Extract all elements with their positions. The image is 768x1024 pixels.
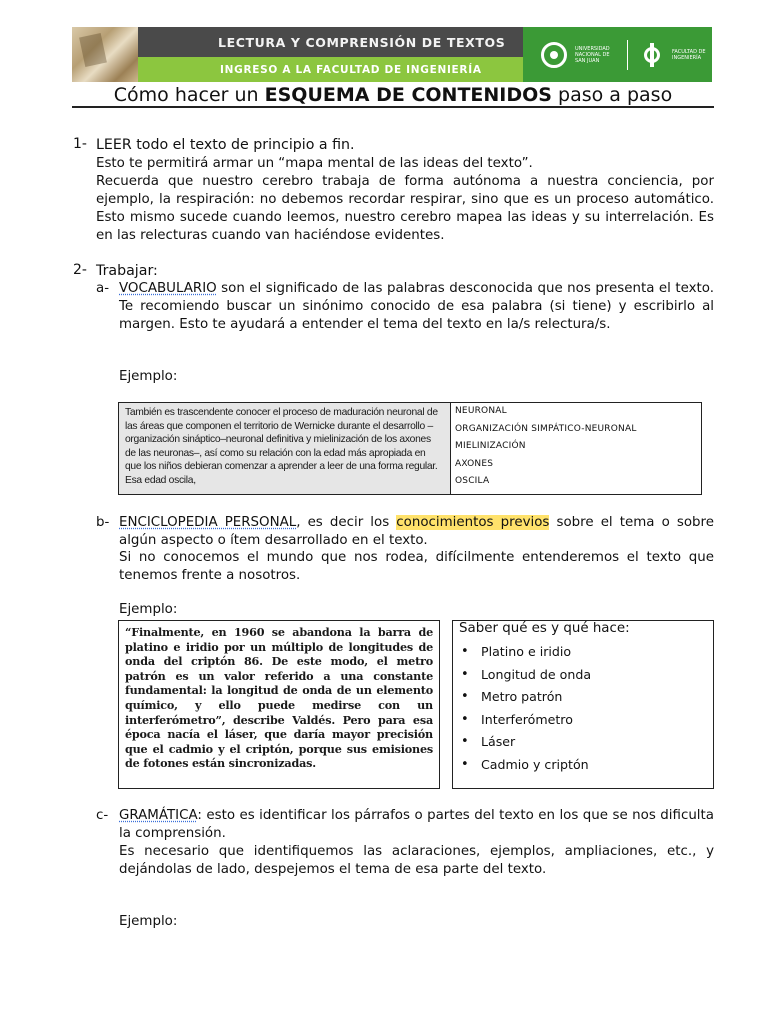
item-b-para: Si no conocemos el mundo que nos rodea, difícilmente entenderemos el texto que tenemos frente a nosotros.	[119, 550, 714, 583]
banner-photo	[72, 27, 138, 82]
section-1-line: Esto te permitirá armar un “mapa mental de las ideas del texto”.	[96, 156, 533, 171]
university-logo-icon	[541, 42, 567, 68]
vocabulary-word: AXONES	[455, 458, 494, 469]
gramatica-term: GRAMÁTICA	[119, 808, 198, 823]
item-b-letter: b-	[96, 515, 110, 530]
conocimientos-highlight: conocimientos previos	[396, 515, 550, 530]
item-a-example-label: Ejemplo:	[119, 369, 178, 384]
list-item: • Metro patrón	[459, 686, 707, 709]
section-1-paragraph: Recuerda que nuestro cerebro trabaja de forma autónoma a nuestra conciencia, por ejemplo, la respiración: no debemos recordar respirar, sino que es un proceso automático. Esto mismo sucede cuando leemos, nuestro cerebro mapea las ideas y su interrelación. Es en las relecturas cuando van haciéndose evidentes.	[96, 174, 714, 243]
list-item: • Láser	[459, 731, 707, 754]
enciclopedia-term: ENCICLOPEDIA PERSONAL	[119, 515, 297, 530]
list-item: • Platino e iridio	[459, 641, 707, 664]
item-c-paragraph	[119, 807, 714, 843]
vocabulario-term: VOCABULARIO	[119, 281, 217, 296]
vocabulary-word: NEURONAL	[455, 406, 507, 416]
banner-line2: INGRESO A LA FACULTAD DE INGENIERÍA	[138, 57, 523, 82]
title-bold: ESQUEMA DE CONTENIDOS	[264, 84, 552, 106]
encyclopedia-list-box	[452, 620, 714, 789]
vocabulary-word: OSCILA	[455, 476, 490, 487]
banner-logos	[523, 27, 712, 82]
item-c-text: : esto es identificar los párrafos o partes del texto en los que se nos dificulta la comprensión.	[119, 808, 714, 841]
vocabulary-example-box	[118, 402, 702, 495]
section-1-heading: LEER todo el texto de principio a fin.	[96, 137, 355, 153]
vocabulary-word: MIELINIZACIÓN	[455, 441, 526, 452]
vocabulary-sample-text: También es trascendente conocer el proceso de maduración neuronal de las áreas que componen el territorio de Wernicke durante el desarrollo –organización sináptico–neuronal definitiva y mielinización de los axones de las neuronas–, así como su relación con la edad más apropiada en que los niños debieran comenzar a aprender a leer de una forma regular. Esa edad oscila,	[119, 403, 451, 494]
title-post: paso a paso	[551, 84, 673, 106]
title-pre: Cómo hacer un	[113, 84, 265, 106]
item-b-text1: , es decir los	[296, 515, 397, 530]
encyclopedia-list	[459, 641, 707, 777]
item-a-paragraph	[119, 280, 714, 334]
item-c-example-label: Ejemplo:	[119, 914, 178, 929]
banner-line1: LECTURA Y COMPRENSIÓN DE TEXTOS	[138, 27, 523, 57]
list-item: • Cadmio y criptón	[459, 754, 707, 777]
item-b-example-label: Ejemplo:	[119, 602, 178, 617]
vocabulary-word: ORGANIZACIÓN SIMPÁTICO-NEURONAL	[455, 423, 637, 434]
faculty-gear-icon	[640, 43, 664, 67]
section-2-heading: Trabajar:	[96, 263, 158, 279]
encyclopedia-list-heading: Saber qué es y qué hace:	[459, 621, 630, 636]
list-item: • Interferómetro	[459, 709, 707, 732]
item-b-text2: sobre el tema o sobre algún aspecto o ítem desarrollado en el texto.	[119, 515, 714, 548]
item-a-text: son el significado de las palabras desconocida que nos presenta el texto. Te recomiendo buscar un sinónimo conocido de esa palabra (si tiene) y escribirlo al margen. Esto te ayudará a entender el tema del texto en la/s relectura/s.	[119, 281, 714, 332]
list-item: • Longitud de onda	[459, 664, 707, 687]
section-1-number: 1-	[73, 136, 87, 152]
item-c-para: Es necesario que identifiquemos las aclaraciones, ejemplos, ampliaciones, etc., y dejándolas de lado, despejemos el tema de esa parte del texto.	[119, 844, 714, 877]
item-b-paragraph	[119, 514, 714, 550]
page-title	[72, 84, 714, 108]
item-a-letter: a-	[96, 281, 110, 296]
encyclopedia-example	[118, 620, 714, 789]
logo-separator	[627, 40, 628, 70]
banner-titles	[138, 27, 523, 82]
section-2-number: 2-	[73, 262, 87, 278]
university-logo-text: UNIVERSIDAD NACIONAL DE SAN JUAN	[575, 45, 610, 64]
encyclopedia-sample-text: “Finalmente, en 1960 se abandona la barra de platino e iridio por un múltiplo de longitudes de onda del criptón 86. De este modo, el metro patrón es un valor referido a una constante fundamental: la longitud de onda de un elemento químico, y ello puede medirse con un interferómetro”, describe Valdés. Pero para esa época nacía el láser, que daría mayor precisión que el cadmio y el criptón, porque sus emisiones de fotones están sincronizadas.	[118, 620, 440, 789]
faculty-logo-text: FACULTAD DE INGENIERÍA	[672, 48, 706, 61]
header-banner	[72, 27, 712, 82]
vocabulary-word-list	[451, 403, 641, 494]
item-c-letter: c-	[96, 808, 109, 823]
